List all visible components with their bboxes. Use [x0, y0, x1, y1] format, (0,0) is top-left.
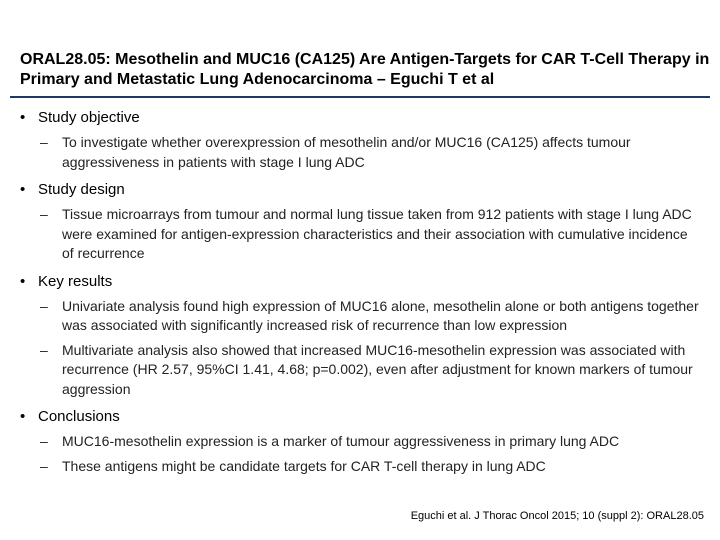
list-item: [20, 432, 702, 452]
dash-icon: –: [40, 457, 48, 474]
bullet-icon: •: [20, 109, 26, 126]
title-divider: [10, 96, 710, 98]
section-heading-label: Key results: [38, 272, 113, 290]
dash-icon: –: [40, 206, 48, 222]
list-item-text: To investigate whether overexpression of mesothelin and/or MUC16 (CA125) affects tumour aggressiveness in patients with stage I lung ADC: [62, 134, 631, 170]
list-item: [20, 457, 702, 477]
reference-citation: Eguchi et al. J Thorac Oncol 2015; 10 (suppl 2): ORAL28.05: [410, 510, 704, 522]
list-item-text: Univariate analysis found high expression of MUC16 alone, mesothelin alone or both antigens together was associated with significantly increased risk of recurrence than low expression: [62, 297, 699, 333]
list-item: [20, 133, 702, 172]
bullet-icon: •: [20, 272, 26, 290]
section-heading-conclusions: [20, 407, 710, 427]
list-item-text: MUC16-mesothelin expression is a marker of tumour aggressiveness in primary lung ADC: [62, 433, 620, 449]
slide-content: [20, 106, 710, 476]
list-item-text: These antigens might be candidate targets for CAR T-cell therapy in lung ADC: [62, 457, 546, 474]
list-item: [20, 341, 702, 400]
list-item: [20, 205, 702, 264]
list-item-text: Multivariate analysis also showed that increased MUC16-mesothelin expression was associated with recurrence (HR 2.57, 95%CI 1.41, 4.68; p=0.002), even after adjustment for known markers of tumour aggression: [62, 341, 693, 397]
section-heading-study-objective: [20, 108, 710, 128]
slide-title: ORAL28.05: Mesothelin and MUC16 (CA125) Are Antigen-Targets for CAR T-Cell Therapy in Primary and Metastatic Lung Adenocarcinoma – Eguchi T et al: [20, 51, 710, 88]
dash-icon: –: [40, 134, 48, 150]
section-heading-label: Study objective: [38, 109, 140, 126]
bullet-icon: •: [20, 181, 26, 198]
dash-icon: –: [40, 341, 48, 358]
section-heading-key-results: [20, 272, 710, 292]
section-heading-label: Study design: [38, 181, 125, 198]
list-item: [20, 297, 702, 336]
section-heading-label: Conclusions: [38, 408, 120, 425]
section-heading-study-design: [20, 180, 710, 200]
dash-icon: –: [40, 297, 48, 314]
dash-icon: –: [40, 433, 48, 449]
bullet-icon: •: [20, 408, 26, 425]
list-item-text: Tissue microarrays from tumour and normal lung tissue taken from 912 patients with stage I lung ADC were examined for antigen-expression characteristics and their association with cumulative incidence of recurrence: [62, 206, 692, 261]
